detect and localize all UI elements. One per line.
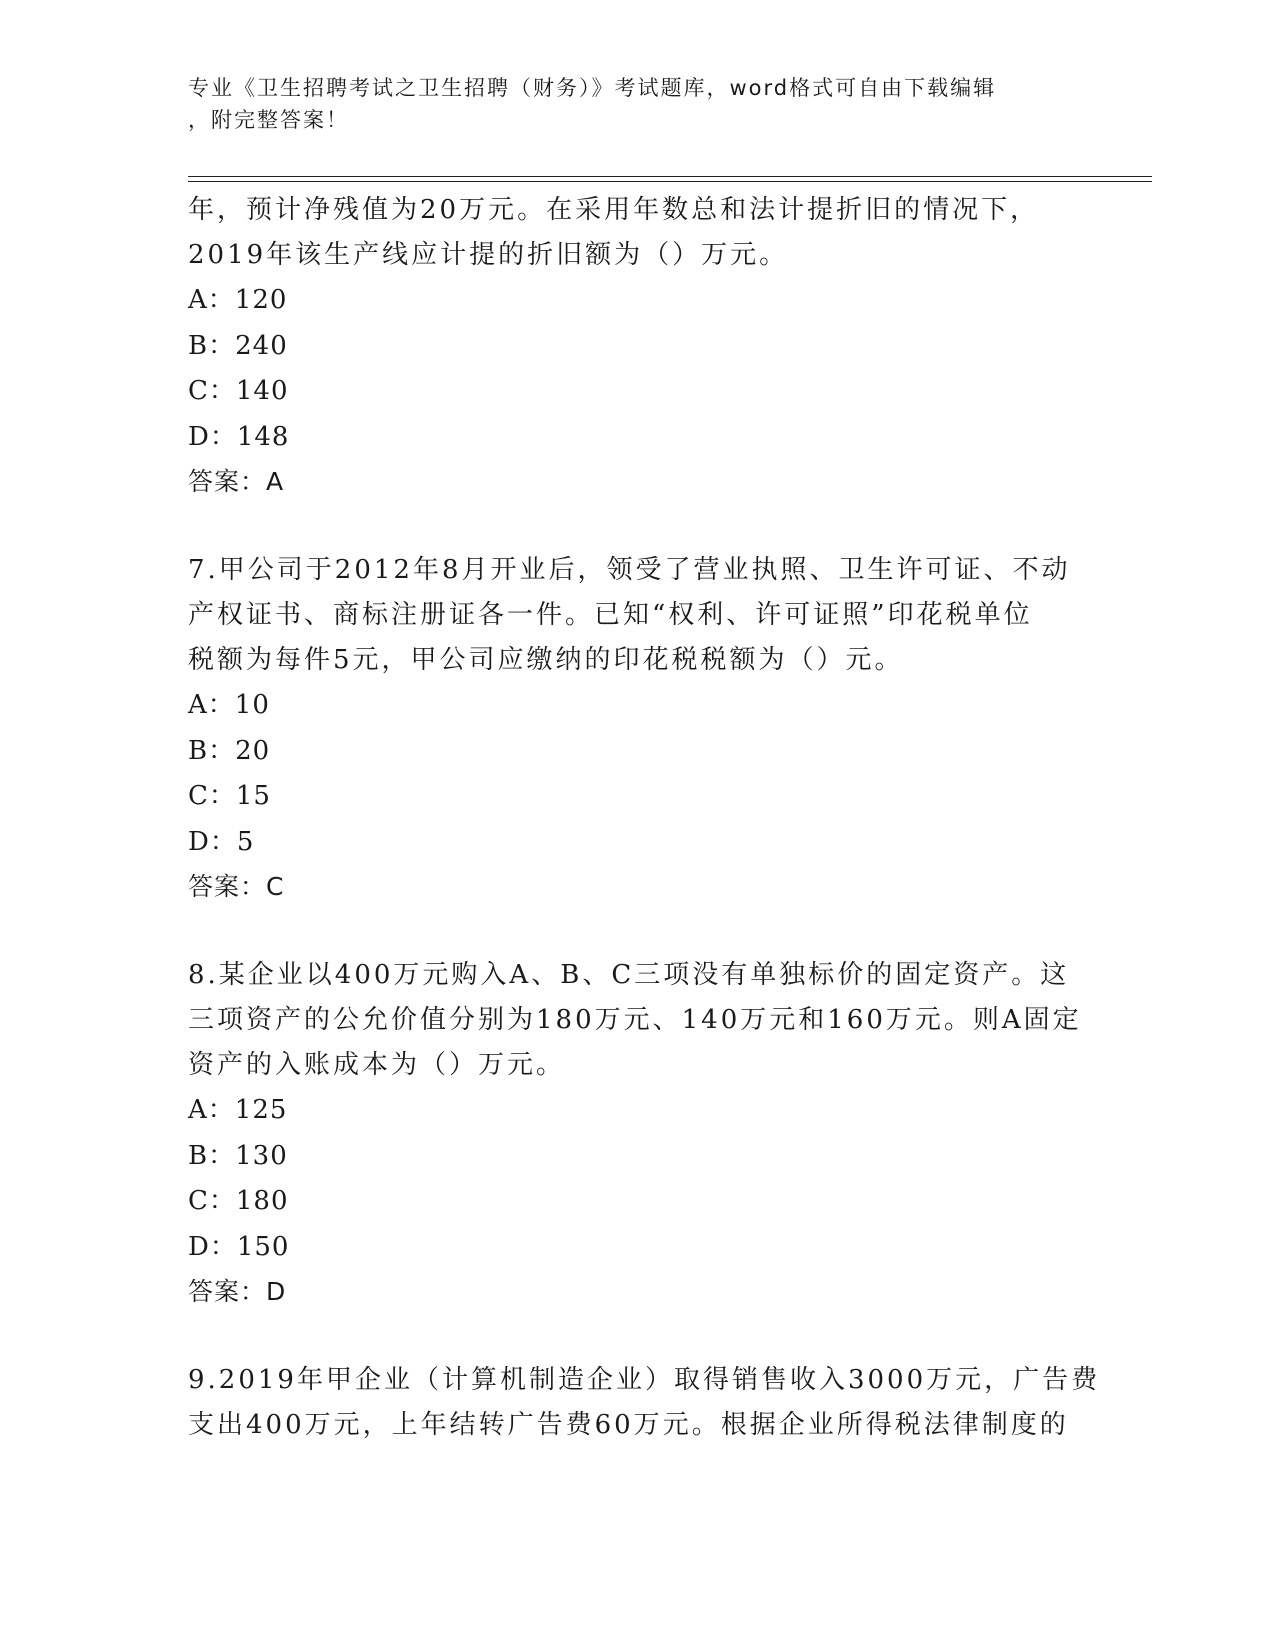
question-text-line: 年，预计净残值为20万元。在采用年数总和法计提折旧的情况下， [188, 195, 1040, 225]
spacer [188, 1314, 1088, 1358]
option-b: B：130 [188, 1140, 288, 1171]
header-rule-top [188, 176, 1152, 177]
option-a: A：120 [188, 285, 288, 315]
option-b: B：20 [188, 735, 271, 766]
spacer [188, 909, 1088, 953]
answer: 答案：C [188, 872, 285, 901]
option-a: A：10 [188, 690, 270, 720]
question-7 [188, 548, 1088, 909]
option-d: D：150 [188, 1231, 290, 1262]
option-c: C：140 [188, 376, 289, 406]
header-line-2: ，附完整答案！ [188, 108, 349, 132]
option-c: C：15 [188, 781, 271, 811]
option-b: B：240 [188, 330, 288, 361]
question-text-line: 税额为每件5元，甲公司应缴纳的印花税税额为（）元。 [188, 645, 904, 675]
question-text-line: 三项资产的公允价值分别为180万元、140万元和160万元。则A固定 [188, 1005, 1082, 1035]
question-text-line: 资产的入账成本为（）万元。 [188, 1050, 566, 1080]
answer: 答案：D [188, 1277, 287, 1306]
question-8 [188, 953, 1088, 1314]
question-9 [188, 1358, 1101, 1448]
option-a: A：125 [188, 1095, 288, 1125]
header-rule-bottom [188, 181, 1152, 182]
answer: 答案：A [188, 467, 285, 496]
question-text-line: 支出400万元，上年结转广告费60万元。根据企业所得税法律制度的 [188, 1410, 1069, 1440]
question-text-line: 9.2019年甲企业（计算机制造企业）取得销售收入3000万元，广告费 [188, 1365, 1101, 1395]
document-header [188, 72, 1088, 136]
question-text-line: 产权证书、商标注册证各一件。已知“权利、许可证照”印花税单位 [188, 600, 1033, 630]
header-line-1: 专业《卫生招聘考试之卫生招聘（财务）》考试题库，word格式可自由下载编辑 [188, 76, 997, 100]
option-c: C：180 [188, 1186, 289, 1216]
option-d: D：5 [188, 826, 255, 857]
option-d: D：148 [188, 421, 290, 452]
question-text-line: 7.甲公司于2012年8月开业后，领受了营业执照、卫生许可证、不动 [188, 555, 1071, 585]
question-text-line: 8.某企业以400万元购入A、B、C三项没有单独标价的固定资产。这 [188, 960, 1070, 990]
spacer [188, 504, 1088, 548]
question-list [188, 188, 1101, 1448]
question-6 [188, 188, 1088, 504]
question-text-line: 2019年该生产线应计提的折旧额为（）万元。 [188, 240, 789, 270]
